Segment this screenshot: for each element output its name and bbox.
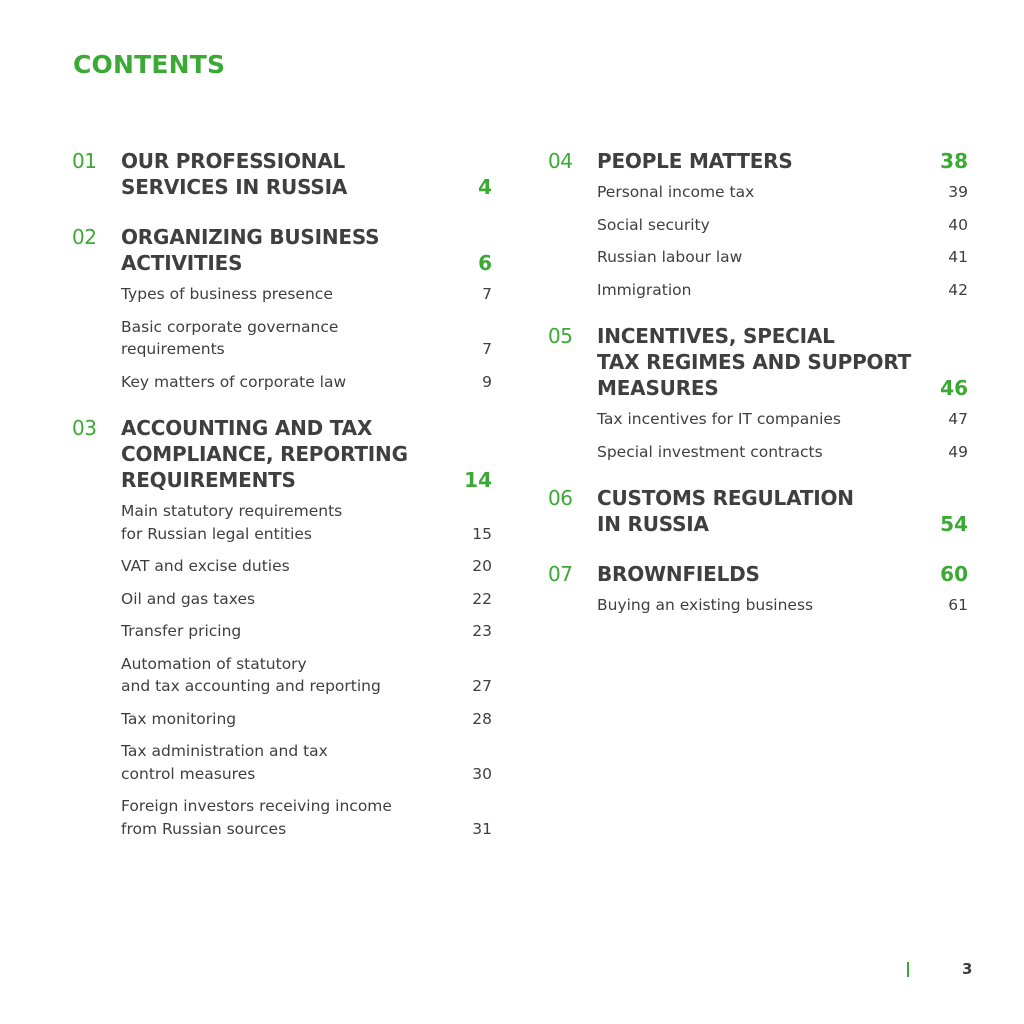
toc-entry-page: 40	[948, 215, 968, 234]
toc-entry-page: 27	[472, 677, 492, 695]
section-page-number: 54	[940, 512, 968, 536]
toc-entry-label: Special investment contracts	[597, 442, 823, 461]
section-heading[interactable]	[548, 485, 968, 537]
section-title: ORGANIZING BUSINESS ACTIVITIES	[121, 225, 380, 275]
toc-entry[interactable]	[597, 246, 968, 269]
toc-entry-label: Russian labour law	[597, 248, 743, 266]
toc-entry[interactable]	[597, 594, 968, 617]
toc-entry[interactable]	[121, 316, 492, 361]
toc-entry-page: 30	[472, 764, 492, 783]
section-page-number: 4	[478, 175, 492, 199]
section-spacer	[548, 627, 968, 639]
toc-section	[72, 224, 492, 393]
section-number: 04	[548, 149, 573, 173]
section-title: ACCOUNTING AND TAX COMPLIANCE, REPORTING REQUIREMENTS	[121, 416, 408, 492]
toc-section	[72, 415, 492, 840]
toc-entry-page: 42	[948, 280, 968, 299]
toc-entry-label: Tax incentives for IT companies	[597, 410, 841, 428]
section-title: OUR PROFESSIONAL SERVICES IN RUSSIA	[121, 149, 348, 199]
toc-entry-page: 49	[948, 442, 968, 461]
section-number: 01	[72, 149, 97, 173]
toc-entry-page: 7	[482, 285, 492, 303]
section-spacer	[548, 473, 968, 485]
toc-entry[interactable]	[121, 500, 492, 545]
section-heading[interactable]	[548, 148, 968, 174]
toc-entry-label: Oil and gas taxes	[121, 589, 256, 608]
section-items	[121, 283, 492, 393]
section-page-number: 6	[478, 251, 492, 275]
toc-entry-page: 31	[472, 819, 492, 838]
toc-entry-label: Transfer pricing	[121, 622, 242, 640]
section-page-number: 60	[940, 562, 968, 586]
toc-entry[interactable]	[597, 441, 968, 464]
toc-section	[548, 148, 968, 301]
toc-entry[interactable]	[121, 708, 492, 731]
section-number: 05	[548, 324, 573, 348]
section-number: 03	[72, 416, 97, 440]
section-items	[597, 181, 968, 301]
section-heading[interactable]	[72, 415, 492, 493]
section-spacer	[72, 403, 492, 415]
toc-entry-label: Immigration	[597, 280, 692, 299]
section-heading[interactable]	[548, 561, 968, 587]
toc-entry-label: Tax administration and tax control measures	[121, 742, 328, 783]
section-number: 02	[72, 225, 97, 249]
footer-divider	[907, 962, 909, 977]
toc-entry[interactable]	[121, 283, 492, 306]
toc-entry[interactable]	[121, 740, 492, 785]
section-title: INCENTIVES, SPECIAL TAX REGIMES AND SUPPORT MEASURES	[597, 324, 912, 400]
toc-entry[interactable]	[121, 555, 492, 578]
section-page-number: 14	[464, 468, 492, 492]
section-number: 07	[548, 562, 573, 586]
toc-entry-page: 15	[472, 524, 492, 543]
toc-entry-label: Basic corporate governance requirements	[121, 317, 339, 358]
toc-entry-page: 9	[482, 372, 492, 391]
toc-entry-page: 61	[948, 596, 968, 614]
toc-entry[interactable]	[597, 214, 968, 237]
toc-entry[interactable]	[121, 653, 492, 698]
toc-entry[interactable]	[121, 371, 492, 394]
toc-entry-label: Buying an existing business	[597, 596, 814, 614]
toc-entry-label: VAT and excise duties	[121, 557, 290, 575]
section-page-number: 46	[940, 376, 968, 400]
section-title: PEOPLE MATTERS	[597, 149, 793, 173]
toc-entry[interactable]	[121, 588, 492, 611]
section-title: BROWNFIELDS	[597, 562, 760, 586]
toc-entry-label: Tax monitoring	[121, 709, 237, 728]
footer-page-number: 3	[962, 960, 973, 978]
toc-entry-label: Types of business presence	[121, 285, 333, 303]
section-heading[interactable]	[72, 224, 492, 276]
toc-section	[72, 148, 492, 214]
toc-entry-label: Main statutory requirements for Russian legal entities	[121, 502, 343, 543]
section-spacer	[548, 311, 968, 323]
toc-entry[interactable]	[597, 181, 968, 204]
toc-entry-page: 47	[948, 410, 968, 428]
section-spacer	[548, 551, 968, 561]
toc-entry-page: 28	[472, 709, 492, 728]
section-heading[interactable]	[548, 323, 968, 401]
toc-entry-page: 23	[472, 622, 492, 640]
section-spacer	[72, 200, 492, 214]
section-items	[121, 500, 492, 840]
section-spacer	[72, 850, 492, 862]
section-spacer	[548, 537, 968, 551]
section-number: 06	[548, 486, 573, 510]
toc-section	[548, 561, 968, 617]
toc-entry[interactable]	[121, 795, 492, 840]
section-heading[interactable]	[72, 148, 492, 200]
toc-entry[interactable]	[597, 279, 968, 302]
toc-entry-page: 41	[948, 248, 968, 266]
toc-right-column	[548, 148, 968, 639]
toc-entry[interactable]	[597, 408, 968, 431]
page-title: CONTENTS	[73, 50, 226, 79]
toc-entry[interactable]	[121, 620, 492, 643]
toc-entry-page: 39	[948, 183, 968, 201]
toc-entry-label: Social security	[597, 215, 710, 234]
toc-left-column	[72, 148, 492, 862]
toc-entry-label: Automation of statutory and tax accounting and reporting	[121, 654, 381, 695]
section-items	[597, 594, 968, 617]
toc-entry-label: Personal income tax	[597, 183, 755, 201]
toc-entry-label: Foreign investors receiving income from Russian sources	[121, 797, 392, 838]
toc-entry-label: Key matters of corporate law	[121, 372, 347, 391]
section-spacer	[72, 214, 492, 224]
toc-entry-page: 7	[482, 340, 492, 358]
section-title: CUSTOMS REGULATION IN RUSSIA	[597, 486, 854, 536]
toc-section	[548, 323, 968, 463]
toc-section	[548, 485, 968, 551]
toc-entry-page: 22	[472, 589, 492, 608]
section-page-number: 38	[940, 149, 968, 173]
toc-entry-page: 20	[472, 557, 492, 575]
section-items	[597, 408, 968, 463]
